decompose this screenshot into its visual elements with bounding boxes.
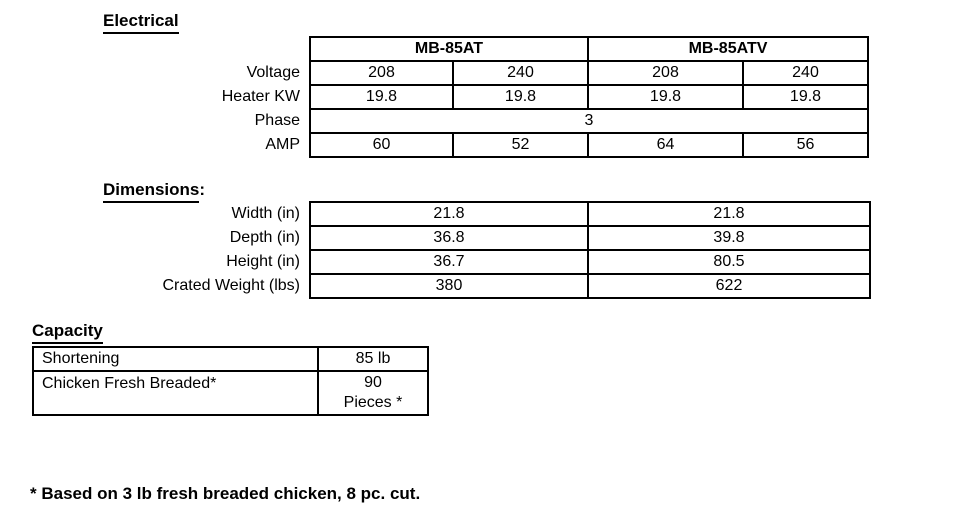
cell-heater-kw-atv-240: 19.8: [743, 85, 868, 109]
electrical-row-heater-kw: [0, 85, 868, 109]
dimensions-row-width: [0, 202, 870, 226]
capacity-table: [32, 346, 429, 416]
cell-chicken-value-line2: Pieces *: [343, 394, 403, 411]
dimensions-row-depth: [0, 226, 870, 250]
electrical-row-phase: [0, 109, 868, 133]
row-label-heater-kw: Heater KW: [221, 88, 300, 105]
electrical-row-amp: [0, 133, 868, 157]
cell-depth-mb-85at: 36.8: [310, 226, 588, 250]
cell-depth-mb-85atv: 39.8: [588, 226, 870, 250]
electrical-header-row: [0, 37, 868, 61]
row-label-crated-weight: Crated Weight (lbs): [162, 277, 300, 294]
electrical-header-spacer: [0, 37, 310, 61]
column-header-mb-85at: MB-85AT: [310, 37, 588, 61]
cell-voltage-at-208: 208: [310, 61, 453, 85]
row-label-voltage: Voltage: [246, 64, 300, 81]
cell-chicken-value: [318, 371, 428, 415]
cell-amp-atv-240: 56: [743, 133, 868, 157]
row-label-shortening: Shortening: [33, 347, 318, 371]
row-label-height: Height (in): [226, 253, 300, 270]
cell-voltage-atv-240: 240: [743, 61, 868, 85]
cell-height-mb-85atv: 80.5: [588, 250, 870, 274]
dimensions-table: [0, 201, 871, 299]
dimensions-heading: [103, 180, 205, 203]
capacity-row-chicken: [33, 371, 428, 415]
dimensions-row-height: [0, 250, 870, 274]
cell-phase-merged: 3: [310, 109, 868, 133]
electrical-row-voltage: [0, 61, 868, 85]
row-label-chicken-fresh-breaded: Chicken Fresh Breaded*: [33, 371, 318, 415]
row-label-width: Width (in): [231, 205, 300, 222]
cell-heater-kw-atv-208: 19.8: [588, 85, 743, 109]
cell-width-mb-85at: 21.8: [310, 202, 588, 226]
dimensions-heading-colon: :: [199, 180, 206, 199]
row-label-amp: AMP: [265, 136, 300, 153]
capacity-row-shortening: [33, 347, 428, 371]
cell-amp-at-240: 52: [453, 133, 588, 157]
electrical-table: [0, 36, 869, 158]
electrical-heading: [103, 11, 179, 34]
row-label-phase: Phase: [254, 112, 300, 129]
row-label-depth: Depth (in): [229, 229, 300, 246]
cell-heater-kw-at-240: 19.8: [453, 85, 588, 109]
cell-shortening-value: 85 lb: [318, 347, 428, 371]
cell-crated-weight-mb-85at: 380: [310, 274, 588, 298]
capacity-heading-text: Capacity: [32, 322, 103, 344]
cell-voltage-atv-208: 208: [588, 61, 743, 85]
cell-chicken-value-line1: 90: [364, 374, 382, 391]
column-header-mb-85atv: MB-85ATV: [588, 37, 868, 61]
footnote: * Based on 3 lb fresh breaded chicken, 8 pc. cut.: [30, 484, 421, 503]
dimensions-heading-text: Dimensions: [103, 181, 199, 203]
electrical-heading-text: Electrical: [103, 12, 179, 34]
cell-crated-weight-mb-85atv: 622: [588, 274, 870, 298]
cell-voltage-at-240: 240: [453, 61, 588, 85]
dimensions-row-crated-weight: [0, 274, 870, 298]
cell-amp-at-208: 60: [310, 133, 453, 157]
cell-width-mb-85atv: 21.8: [588, 202, 870, 226]
cell-amp-atv-208: 64: [588, 133, 743, 157]
cell-height-mb-85at: 36.7: [310, 250, 588, 274]
cell-heater-kw-at-208: 19.8: [310, 85, 453, 109]
capacity-heading: [32, 321, 103, 344]
